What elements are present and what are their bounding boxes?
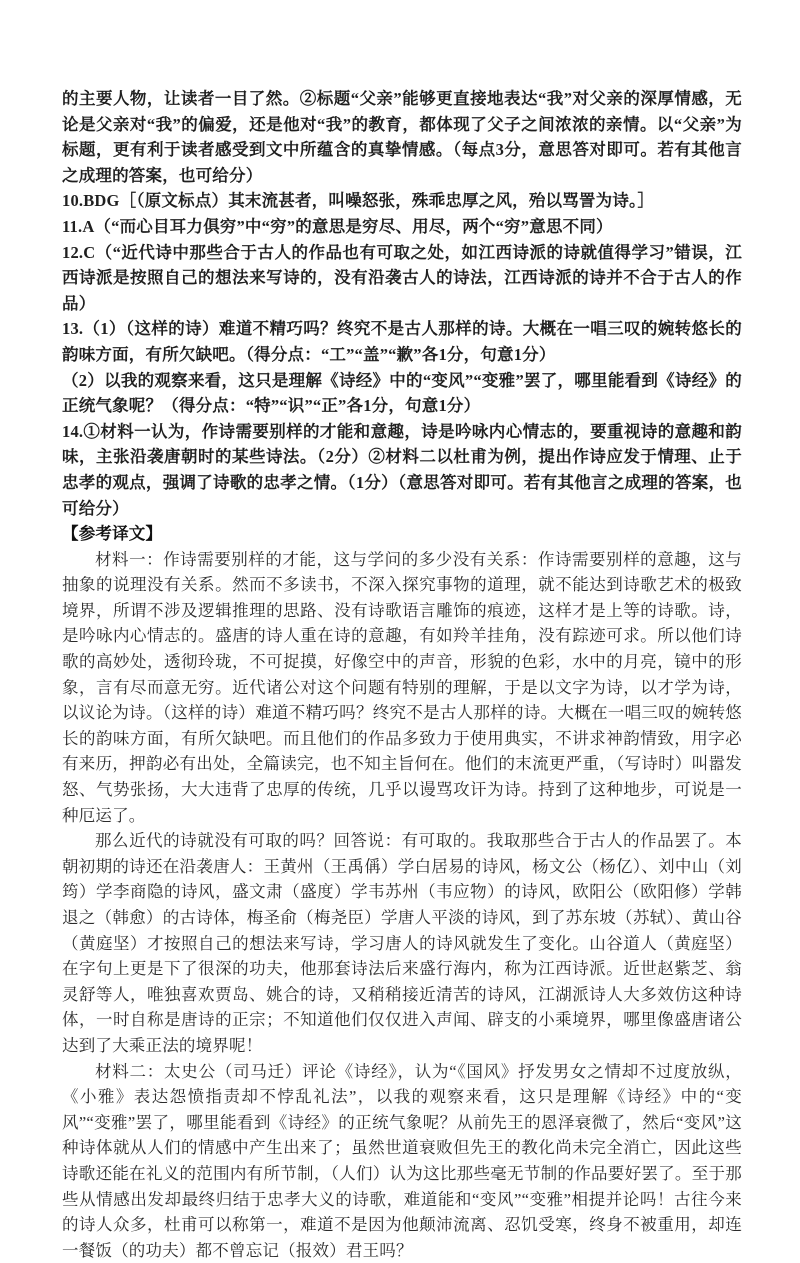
translation-material-2-paragraph: 材料二：太史公（司马迁）评论《诗经》，认为“《国风》抒发男女之情却不过度放纵，《小雅》表达怨愤指责却不悖乱礼法”，以我的观察来看，这只是理解《诗经》中的“变风”“变雅”罢了，哪里能看到《诗经》的正统气象呢？从前先王的恩泽衰微了，然后“变风”这种诗体就从人们的情感中产生出来了；虽然世道衰败但先王的教化尚未完全消亡，因此这些诗歌还能在礼义的范围内有所节制，（人们）认为这比那些毫无节制的作品要好罢了。至于那些从情感出发却最终归结于忠孝大义的诗歌，难道能和“变风”“变雅”相提并论吗！古往今来的诗人众多，杜甫可以称第一，难道不是因为他颠沛流离、忍饥受寒，终身不被重用，却连一餐饭（的功夫）都不曾忘记（报效）君王吗？ xyxy=(62,1061,742,1260)
translation-material-1-paragraph: 材料一：作诗需要别样的才能，这与学问的多少没有关系：作诗需要别样的意趣，这与抽象的说理没有关系。然而不多读书，不深入探究事物的道理，就不能达到诗歌艺术的极致境界，所谓不涉及逻辑推理的思路、没有诗歌语言雕饰的痕迹，这样才是上等的诗歌。诗，是吟咏内心情志的。盛唐的诗人重在诗的意趣，有如羚羊挂角，没有踪迹可求。所以他们诗歌的高妙处，透彻玲珑，不可捉摸，好像空中的声音，形貌的色彩，水中的月亮，镜中的形象，言有尽而意无穷。近代诸公对这个问题有特别的理解，于是以文字为诗，以才学为诗，以议论为诗。（这样的诗）难道不精巧吗？终究不是古人那样的诗。大概在一唱三叹的婉转悠长的韵味方面，有所欠缺吧。而且他们的作品多致力于使用典实，不讲求神韵情致，用字必有来历，押韵必有出处，全篇读完，也不知主旨何在。他们的末流更严重，（写诗时）叫嚣发怒、气势张扬，大大违背了忠厚的传统，几乎以谩骂攻讦为诗。持到了这种地步，可说是一种厄运了。 xyxy=(62,549,742,825)
translation-material-1-paragraph-2: 那么近代的诗就没有可取的吗？回答说：有可取的。我取那些合于古人的作品罢了。本朝初期的诗还在沿袭唐人：王黄州（王禹偁）学白居易的诗风，杨文公（杨亿）、刘中山（刘筠）学李商隐的诗风，盛文肃（盛度）学韦苏州（韦应物）的诗风，欧阳公（欧阳修）学韩退之（韩愈）的古诗体，梅圣俞（梅尧臣）学唐人平淡的诗风，到了苏东坡（苏轼）、黄山谷（黄庭坚）才按照自己的想法来写诗，学习唐人的诗风就发生了变化。山谷道人（黄庭坚）在字句上更是下了很深的功夫，他那套诗法后来盛行海内，称为江西诗派。近世赵紫芝、翁灵舒等人，唯独喜欢贾岛、姚合的诗，又稍稍接近清苦的诗风，江湖派诗人大多效仿这种诗体，一时自称是唐诗的正宗；不知道他们仅仅进入声闻、辟支的小乘境界，哪里像盛唐诸公达到了大乘正法的境界呢！ xyxy=(62,831,742,1055)
answer-question-10: 10.BDG［（原文标点）其末流甚者，叫噪怒张，殊乖忠厚之风，殆以骂詈为诗。］ xyxy=(62,191,655,211)
answer-question-12: 12.C（“近代诗中那些合于古人的作品也有可取之处，如江西诗派的诗就值得学习”错误，江西诗派是按照自己的想法来写诗的，没有沿袭古人的诗法，江西诗派的诗并不合于古人的作品） xyxy=(62,242,742,313)
answer-continuation-paragraph: 的主要人物，让读者一目了然。②标题“父亲”能够更直接地表达“我”对父亲的深厚情感，无论是父亲对“我”的偏爱，还是他对“我”的教育，都体现了父子之间浓浓的亲情。以“父亲”为标题，更有利于读者感受到文中所蕴含的真挚情感。（每点3分，意思答对即可。若有其他言之成理的答案，也可给分） xyxy=(62,89,742,185)
answer-question-13-1: 13.（1）（这样的诗）难道不精巧吗？终究不是古人那样的诗。大概在一唱三叹的婉转悠长的韵味方面，有所欠缺吧。（得分点：“工”“盖”“歉”各1分，句意1分） xyxy=(62,319,742,364)
answer-question-13-2: （2）以我的观察来看，这只是理解《诗经》中的“变风”“变雅”罢了，哪里能看到《诗经》的正统气象呢？（得分点：“特”“识”“正”各1分，句意1分） xyxy=(62,370,742,416)
reference-translation-heading: 【参考译文】 xyxy=(62,524,163,544)
answer-question-14: 14.①材料一认为，作诗需要别样的才能和意趣，诗是吟咏内心情志的，要重视诗的意趣和韵味，主张沿袭唐朝时的某些诗法。（2分）②材料二以杜甫为例，提出作诗应发于情理、止于忠孝的观点，强调了诗歌的忠孝之情。（1分）（意思答对即可。若有其他言之成理的答案，也可给分） xyxy=(62,421,742,518)
answer-key-section xyxy=(62,86,742,521)
answer-question-11: 11.A（“而心目耳力俱穷”中“穷”的意思是穷尽、用尽，两个“穷”意思不同） xyxy=(62,216,613,236)
reference-translation-section xyxy=(62,547,742,1263)
